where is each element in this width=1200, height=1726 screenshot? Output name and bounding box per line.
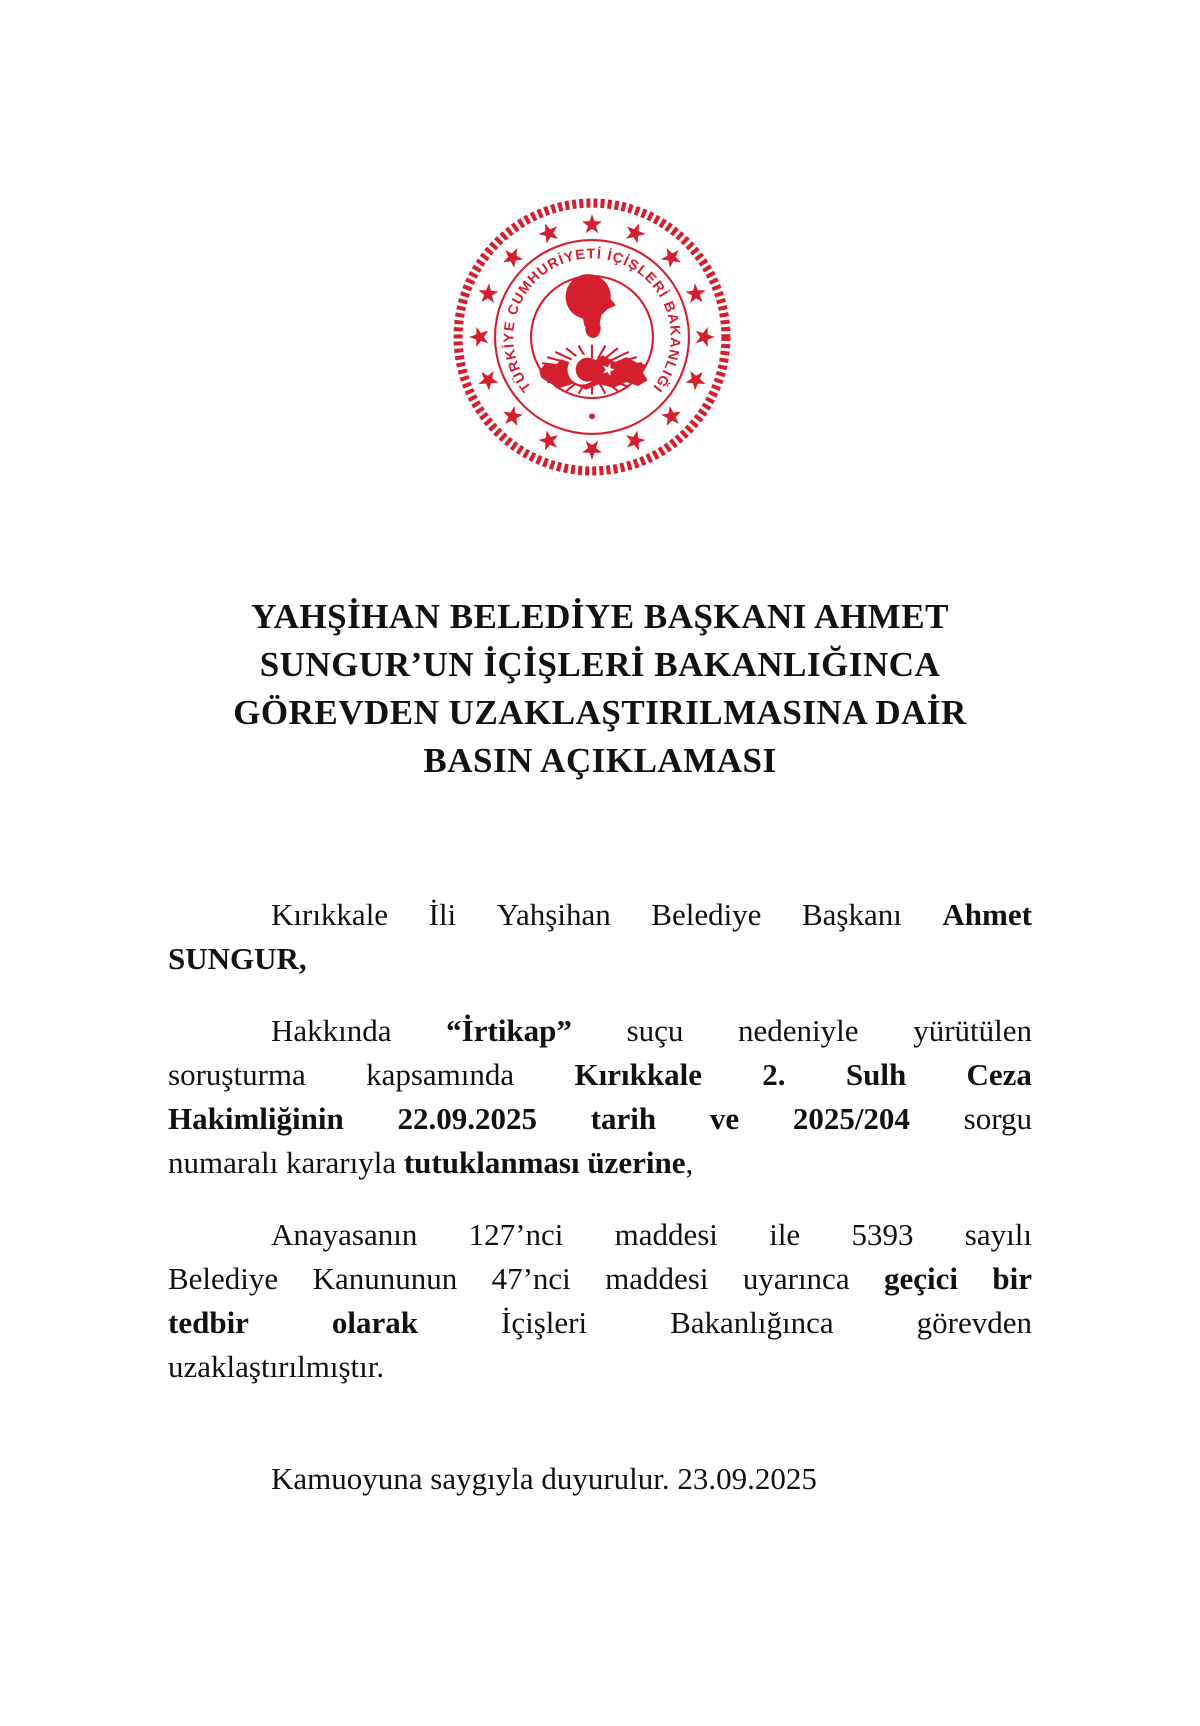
text-line: [168, 1213, 1032, 1257]
title-line-3: GÖREVDEN UZAKLAŞTIRILMASINA DAİR: [233, 693, 967, 732]
bold-text: tutuklanması üzerine: [403, 1145, 686, 1180]
text: kararıyla: [285, 1145, 397, 1180]
text: Yahşihan: [496, 897, 611, 932]
bold-text: 2.: [762, 1057, 786, 1092]
paragraph: [168, 1009, 1032, 1185]
text: numaralı: [168, 1145, 279, 1180]
text: ,: [685, 1145, 694, 1180]
text-line: [168, 1097, 1032, 1141]
ministry-seal-logo: [448, 193, 736, 481]
text: Belediye: [651, 897, 762, 932]
text-line: [168, 1009, 1032, 1053]
text: ile: [769, 1217, 801, 1252]
text: görevden: [916, 1305, 1032, 1340]
text-line: [168, 1053, 1032, 1097]
title-line-1: YAHŞİHAN BELEDİYE BAŞKANI AHMET: [251, 597, 949, 636]
seal-bottom-dot: [589, 413, 595, 419]
text: Kanununun: [312, 1261, 458, 1296]
text: Belediye: [168, 1261, 279, 1296]
bold-text: bir: [992, 1261, 1032, 1296]
text: uyarınca: [742, 1261, 850, 1296]
text: maddesi: [614, 1217, 718, 1252]
bold-text: 2025/204: [792, 1101, 910, 1136]
bold-text: SUNGUR,: [168, 941, 307, 976]
text: Bakanlığınca: [670, 1305, 834, 1340]
text: uzaklaştırılmıştır.: [168, 1349, 385, 1384]
bold-text: Kırıkkale: [574, 1057, 702, 1092]
bold-text: 22.09.2025: [397, 1101, 537, 1136]
bold-text: geçici: [883, 1261, 958, 1296]
text: nedeniyle: [738, 1013, 859, 1048]
text-line: [168, 1345, 1032, 1389]
paragraph: [168, 893, 1032, 981]
seal-ring-text: TÜRKİYE CUMHURİYETİ İÇİŞLERİ BAKANLIĞI: [500, 245, 684, 396]
text: İli: [428, 897, 457, 932]
text-line: [168, 1141, 1032, 1185]
bold-text: Sulh: [845, 1057, 907, 1092]
text: sayılı: [964, 1217, 1032, 1252]
bold-text: ve: [709, 1101, 740, 1136]
bold-text: tedbir: [168, 1305, 249, 1340]
text: kapsamında: [366, 1057, 515, 1092]
text: maddesi: [605, 1261, 709, 1296]
text: 127’nci: [468, 1217, 564, 1252]
ataturk-silhouette-icon: [566, 274, 616, 338]
text-line: [168, 1301, 1032, 1345]
bold-text: Ahmet: [942, 897, 1032, 932]
bold-text: Hakimliğinin: [168, 1101, 344, 1136]
text: 47’nci: [491, 1261, 571, 1296]
text: Anayasanın: [271, 1217, 418, 1252]
bold-text: Ceza: [966, 1057, 1032, 1092]
text: soruşturma: [168, 1057, 306, 1092]
text: Başkanı: [802, 897, 902, 932]
bold-text: “İrtikap”: [446, 1013, 572, 1048]
text: yürütülen: [913, 1013, 1032, 1048]
text-line: [168, 1257, 1032, 1301]
closing-block: [168, 1457, 1032, 1501]
center-emblem: [539, 274, 647, 394]
text: suçu: [626, 1013, 684, 1048]
text: 5393: [851, 1217, 914, 1252]
text: sorgu: [963, 1101, 1032, 1136]
bold-text: olarak: [331, 1305, 419, 1340]
text: Kırıkkale: [271, 897, 389, 932]
ministry-seal-icon: [448, 193, 736, 481]
text: Hakkında: [271, 1013, 392, 1048]
body-paragraphs: [168, 893, 1032, 1389]
text-line: [168, 893, 1032, 937]
title-line-4: BASIN AÇIKLAMASI: [423, 741, 777, 780]
closing-line: Kamuoyuna saygıyla duyurulur. 23.09.2025: [271, 1461, 817, 1496]
paragraph: [168, 1213, 1032, 1389]
bold-text: tarih: [590, 1101, 657, 1136]
title-line-2: SUNGUR’UN İÇİŞLERİ BAKANLIĞINCA: [259, 645, 941, 684]
text: İçişleri: [501, 1305, 588, 1340]
document-title: [0, 593, 1200, 785]
text-line: [168, 937, 1032, 981]
